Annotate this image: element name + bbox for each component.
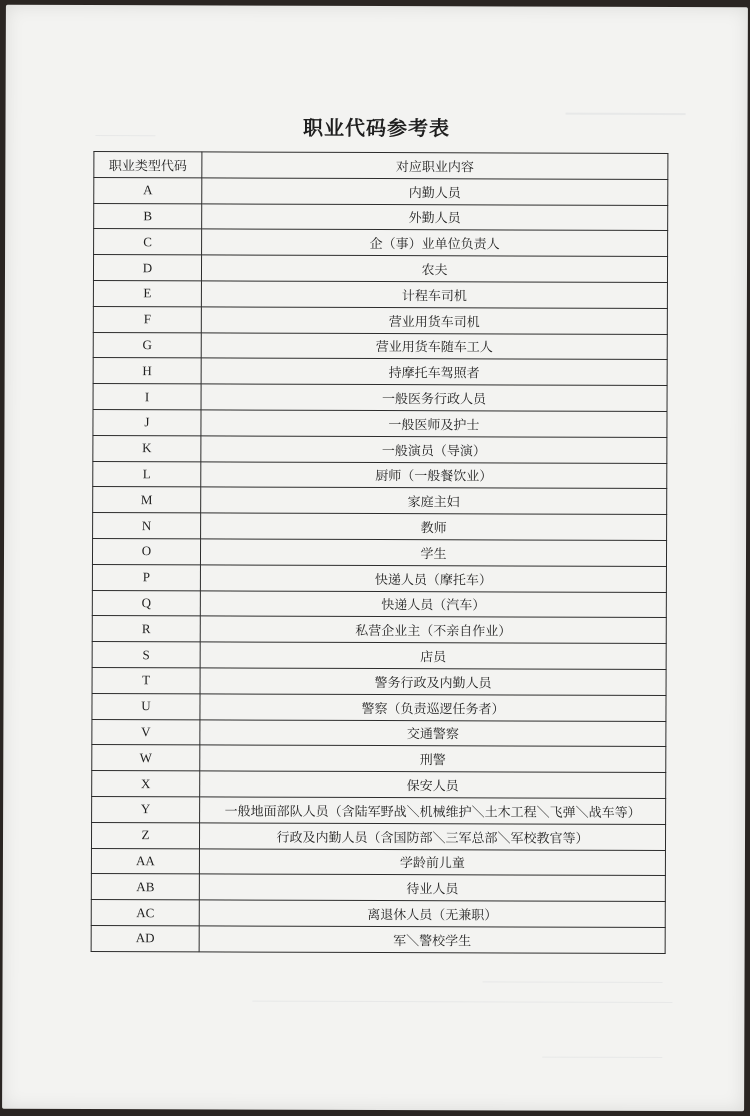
occupation-code-cell: N [93, 513, 201, 539]
occupation-code-cell: R [92, 616, 200, 642]
table-row [94, 229, 668, 257]
occupation-code-cell: U [92, 693, 200, 719]
table-body [91, 177, 668, 953]
bleed-through-mark [252, 991, 672, 1003]
occupation-description-cell: 军＼警校学生 [199, 926, 665, 953]
table-row [92, 564, 666, 592]
occupation-code-cell: I [93, 384, 201, 410]
bleed-through-mark [483, 971, 663, 983]
occupation-code-cell: L [93, 461, 201, 487]
occupation-description-cell: 家庭主妇 [201, 487, 667, 514]
occupation-code-cell: F [93, 306, 201, 332]
occupation-code-cell: Z [91, 822, 199, 848]
occupation-description-cell: 持摩托车驾照者 [201, 358, 667, 385]
table-row [92, 590, 666, 618]
table-row [91, 925, 665, 953]
occupation-description-cell: 刑警 [200, 745, 666, 772]
occupation-description-cell: 一般地面部队人员（含陆军野战＼机械维护＼土木工程＼飞弹＼战车等） [200, 797, 666, 824]
table-row [93, 513, 667, 541]
occupation-code-cell: AD [91, 925, 199, 951]
occupation-description-cell: 私营企业主（不亲自作业） [200, 616, 666, 643]
table-row [93, 409, 667, 437]
occupation-description-cell: 一般演员（导演） [201, 436, 667, 463]
table-row [93, 255, 667, 283]
table-row [93, 280, 667, 308]
occupation-description-cell: 保安人员 [200, 771, 666, 798]
table-row [92, 616, 666, 644]
occupation-description-cell: 快递人员（摩托车） [200, 565, 666, 592]
table-row [94, 177, 668, 205]
table-row [93, 487, 667, 515]
table-row [92, 667, 666, 695]
occupation-description-cell: 离退休人员（无兼职） [199, 900, 665, 927]
occupation-description-cell: 内勤人员 [202, 178, 668, 205]
table-row [93, 306, 667, 334]
occupation-description-cell: 学生 [200, 539, 666, 566]
occupation-code-cell: AB [91, 874, 199, 900]
occupation-code-cell: Y [92, 796, 200, 822]
occupation-description-cell: 快递人员（汽车） [200, 590, 666, 617]
table-row [92, 693, 666, 721]
table-row [93, 435, 667, 463]
occupation-code-cell: P [92, 564, 200, 590]
occupation-description-cell: 警务行政及内勤人员 [200, 668, 666, 695]
occupation-code-cell: AA [91, 848, 199, 874]
occupation-description-cell: 行政及内勤人员（含国防部＼三军总部＼军校教官等） [199, 823, 665, 850]
table-row [92, 796, 666, 824]
occupation-code-cell: O [92, 538, 200, 564]
occupation-code-cell: K [93, 435, 201, 461]
table-row [91, 848, 665, 876]
table-row [92, 771, 666, 799]
occupation-code-cell: H [93, 358, 201, 384]
occupation-description-cell: 警察（负责巡逻任务者） [200, 694, 666, 721]
occupation-description-cell: 教师 [201, 513, 667, 540]
table-row [92, 719, 666, 747]
header-code: 职业类型代码 [94, 152, 202, 178]
occupation-code-cell: AC [91, 900, 199, 926]
table-row [91, 822, 665, 850]
occupation-code-cell: X [92, 771, 200, 797]
table-row [92, 642, 666, 670]
table-header-row [94, 152, 668, 180]
occupation-code-cell: T [92, 667, 200, 693]
occupation-description-cell: 外勤人员 [202, 203, 668, 230]
occupation-description-cell: 企（事）业单位负责人 [202, 229, 668, 256]
document-page [2, 5, 748, 1112]
occupation-code-cell: B [94, 203, 202, 229]
occupation-code-cell: S [92, 642, 200, 668]
occupation-code-cell: C [94, 229, 202, 255]
occupation-description-cell: 营业用货车司机 [201, 307, 667, 334]
occupation-code-table [91, 151, 669, 954]
occupation-code-cell: W [92, 745, 200, 771]
occupation-code-cell: Q [92, 590, 200, 616]
occupation-description-cell: 学龄前儿童 [199, 848, 665, 875]
table-row [92, 538, 666, 566]
occupation-description-cell: 店员 [200, 642, 666, 669]
table-row [91, 874, 665, 902]
page-title: 职业代码参考表 [302, 115, 451, 141]
occupation-description-cell: 一般医务行政人员 [201, 384, 667, 411]
table-row [92, 745, 666, 773]
occupation-description-cell: 计程车司机 [201, 281, 667, 308]
table-row [93, 358, 667, 386]
table-row [94, 203, 668, 231]
occupation-code-cell: V [92, 719, 200, 745]
table-row [93, 384, 667, 412]
table-row [91, 900, 665, 928]
occupation-code-cell: J [93, 409, 201, 435]
header-occupation: 对应职业内容 [202, 152, 668, 179]
occupation-description-cell: 营业用货车随车工人 [201, 332, 667, 359]
occupation-code-cell: A [94, 177, 202, 203]
table-row [93, 461, 667, 489]
occupation-code-cell: E [93, 280, 201, 306]
occupation-code-cell: M [93, 487, 201, 513]
bleed-through-mark [542, 1047, 662, 1058]
occupation-description-cell: 待业人员 [199, 874, 665, 901]
occupation-code-cell: G [93, 332, 201, 358]
occupation-description-cell: 一般医师及护士 [201, 410, 667, 437]
table-row [93, 332, 667, 360]
occupation-description-cell: 交通警察 [200, 719, 666, 746]
occupation-code-cell: D [93, 255, 201, 281]
occupation-description-cell: 厨师（一般餐饮业） [201, 461, 667, 488]
occupation-description-cell: 农夫 [201, 255, 667, 282]
